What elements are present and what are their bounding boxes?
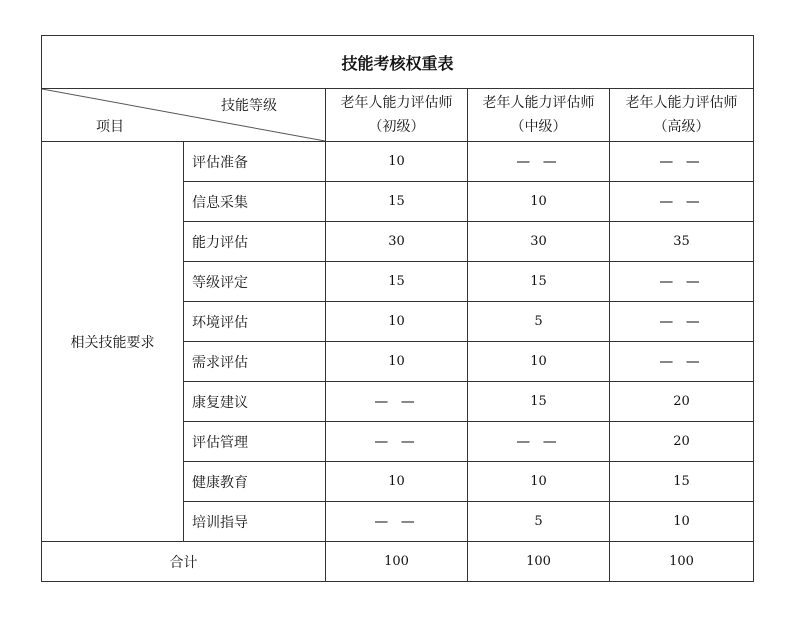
skill-level-label: 技能等级: [221, 98, 277, 114]
item-name-cell: 培训指导: [184, 502, 326, 542]
weight-value-cell: 20: [610, 422, 754, 462]
item-label: 项目: [96, 119, 124, 135]
item-name-cell: 评估准备: [184, 142, 326, 182]
weight-value-cell: 15: [326, 182, 468, 222]
item-name-cell: 能力评估: [184, 222, 326, 262]
level-grade: （中级）: [510, 119, 567, 135]
item-name-cell: 康复建议: [184, 382, 326, 422]
weight-value-cell: 10: [468, 342, 610, 382]
weight-value-cell: 15: [326, 262, 468, 302]
weight-value-cell: — —: [610, 342, 754, 382]
weight-value-cell: 30: [326, 222, 468, 262]
weight-value-cell: 10: [468, 182, 610, 222]
weight-value-cell: — —: [610, 262, 754, 302]
item-name-cell: 信息采集: [184, 182, 326, 222]
weight-value-cell: 10: [468, 462, 610, 502]
weight-value-cell: — —: [468, 142, 610, 182]
weight-value-cell: — —: [326, 502, 468, 542]
weight-value-cell: 20: [610, 382, 754, 422]
level-name: 老年人能力评估师: [482, 95, 595, 111]
item-name-cell: 等级评定: [184, 262, 326, 302]
level-header-junior: [326, 89, 468, 142]
weight-value-cell: 10: [326, 142, 468, 182]
weight-value-cell: 35: [610, 222, 754, 262]
item-name-cell: 健康教育: [184, 462, 326, 502]
level-name: 老年人能力评估师: [625, 95, 738, 111]
weight-value-cell: 15: [468, 382, 610, 422]
weight-value-cell: 10: [326, 462, 468, 502]
total-value-cell: 100: [468, 542, 610, 582]
diagonal-line: [42, 89, 325, 141]
total-label: 合计: [42, 542, 326, 582]
weight-value-cell: 10: [326, 342, 468, 382]
weight-value-cell: — —: [610, 182, 754, 222]
level-name: 老年人能力评估师: [340, 95, 453, 111]
weight-table-sheet: [41, 35, 753, 582]
weight-value-cell: 5: [468, 302, 610, 342]
table-row: [42, 142, 754, 182]
level-grade: （高级）: [653, 119, 710, 135]
item-name-cell: 评估管理: [184, 422, 326, 462]
total-value-cell: 100: [610, 542, 754, 582]
weight-value-cell: 15: [468, 262, 610, 302]
table-title: 技能考核权重表: [42, 36, 754, 89]
category-cell: 相关技能要求: [42, 142, 184, 542]
total-row: [42, 542, 754, 582]
weight-value-cell: — —: [610, 142, 754, 182]
item-name-cell: 环境评估: [184, 302, 326, 342]
level-header-senior: [610, 89, 754, 142]
diagonal-header-cell: [42, 89, 326, 142]
skill-weight-table: [41, 35, 754, 582]
weight-value-cell: 15: [610, 462, 754, 502]
weight-value-cell: 10: [326, 302, 468, 342]
weight-value-cell: — —: [468, 422, 610, 462]
level-grade: （初级）: [368, 119, 425, 135]
weight-value-cell: — —: [326, 382, 468, 422]
level-header-intermediate: [468, 89, 610, 142]
weight-value-cell: — —: [326, 422, 468, 462]
weight-value-cell: 30: [468, 222, 610, 262]
item-name-cell: 需求评估: [184, 342, 326, 382]
weight-value-cell: 5: [468, 502, 610, 542]
weight-value-cell: 10: [610, 502, 754, 542]
total-value-cell: 100: [326, 542, 468, 582]
weight-value-cell: — —: [610, 302, 754, 342]
